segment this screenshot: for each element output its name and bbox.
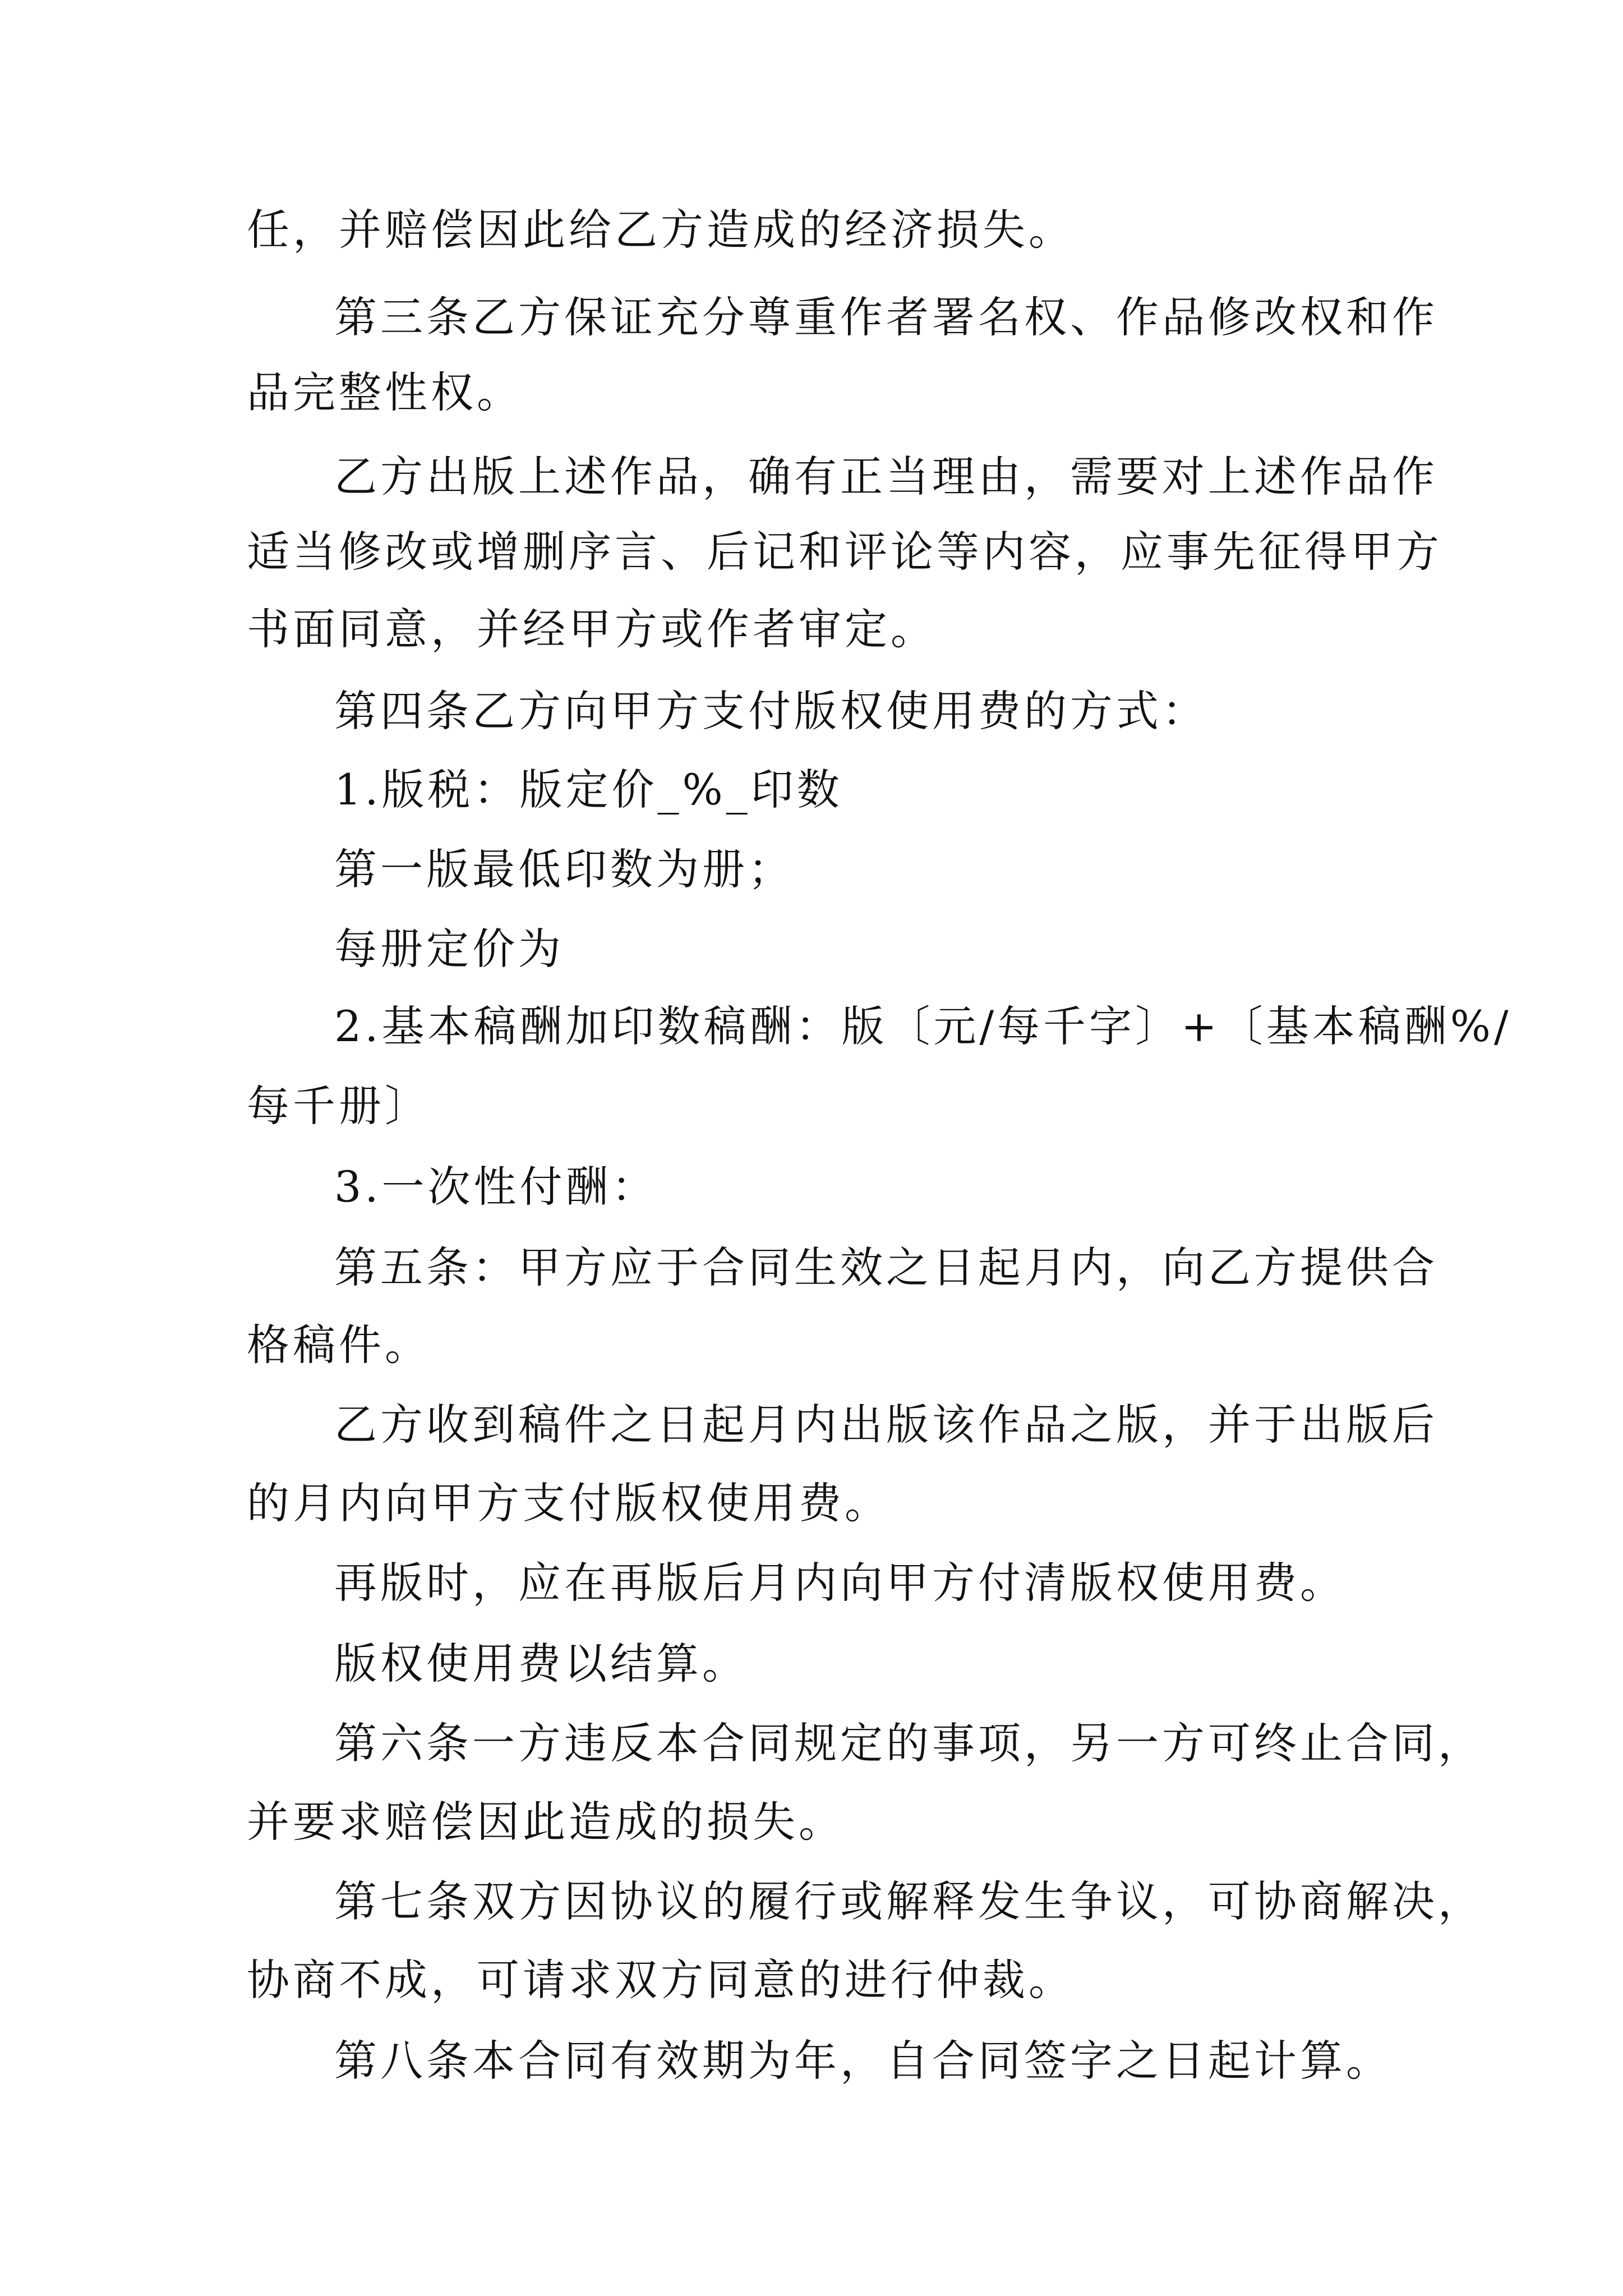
text-line: 第八条本合同有效期为年，自合同签字之日起计算。	[334, 2036, 1392, 2086]
text-line: 第一版最低印数为册；	[334, 844, 794, 894]
text-line: 品完整性权。	[247, 367, 523, 417]
text-line: 再版时，应在再版后月内向甲方付清版权使用费。	[334, 1558, 1346, 1608]
text-line: 第五条：甲方应于合同生效之日起月内，向乙方提供合	[334, 1243, 1438, 1292]
text-line: 每册定价为	[334, 924, 564, 974]
text-line: 适当修改或增删序言、后记和评论等内容，应事先征得甲方	[247, 527, 1442, 577]
text-line: 第七条双方因协议的履行或解释发生争议，可协商解决，	[334, 1876, 1484, 1926]
text-line: 的月内向甲方支付版权使用费。	[247, 1478, 891, 1528]
text-line: 版权使用费以结算。	[334, 1639, 748, 1688]
text-line: 乙方出版上述作品，确有正当理由，需要对上述作品作	[334, 452, 1438, 501]
text-line: 协商不成，可请求双方同意的进行仲裁。	[247, 1955, 1075, 2005]
text-line: 第四条乙方向甲方支付版权使用费的方式：	[334, 686, 1208, 736]
text-line: 并要求赔偿因此造成的损失。	[247, 1797, 845, 1847]
text-line: 1.版税：版定价_%_印数	[334, 765, 843, 815]
text-line: 书面同意，并经甲方或作者审定。	[247, 604, 937, 654]
text-line: 格稿件。	[247, 1320, 431, 1370]
text-line: 第六条一方违反本合同规定的事项，另一方可终止合同，	[334, 1718, 1484, 1768]
text-line: 每千册〕	[247, 1081, 431, 1131]
text-line: 第三条乙方保证充分尊重作者署名权、作品修改权和作	[334, 292, 1438, 342]
text-line: 乙方收到稿件之日起月内出版该作品之版，并于出版后	[334, 1400, 1438, 1450]
text-line: 2.基本稿酬加印数稿酬：版〔元/每千字〕+〔基本稿酬%/	[334, 1001, 1512, 1051]
text-line: 3.一次性付酬：	[334, 1162, 658, 1212]
text-line: 任，并赔偿因此给乙方造成的经济损失。	[247, 205, 1075, 255]
